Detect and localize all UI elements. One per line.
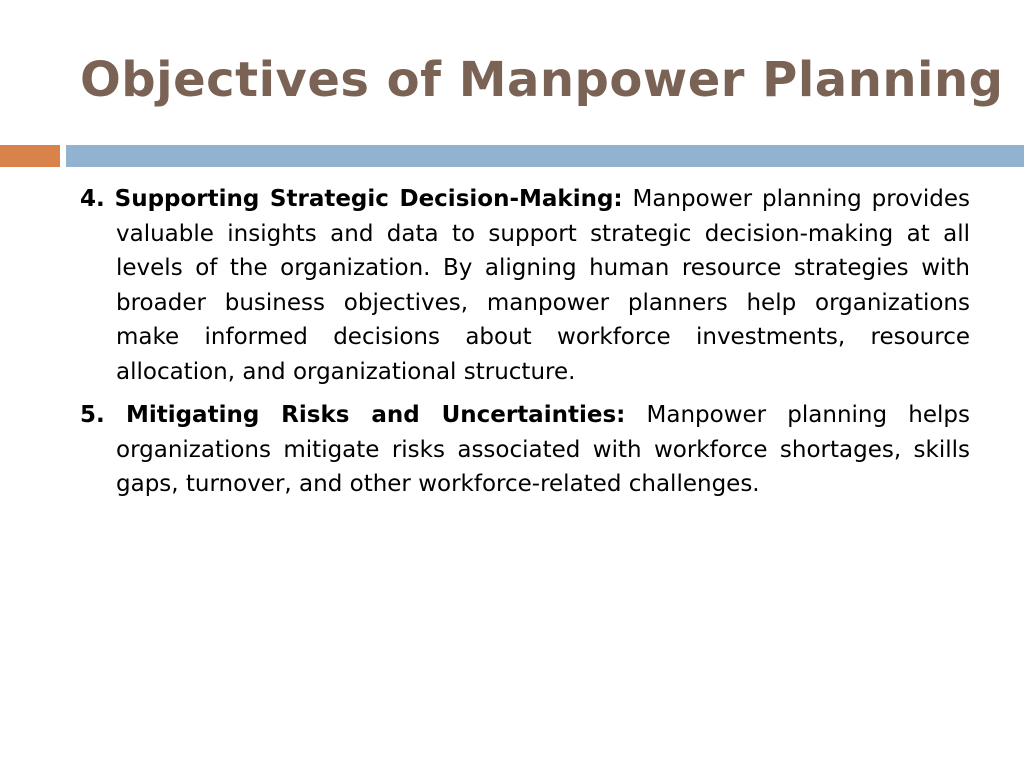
- accent-bar-orange: [0, 145, 60, 167]
- objective-point-5: [80, 398, 970, 502]
- slide-title: Objectives of Manpower Planning: [80, 52, 1004, 108]
- point-body: Manpower planning helps organizations mitigate risks associated with workforce shortages, skills gaps, turnover, and other workforce-related challenges.: [116, 402, 970, 497]
- objective-point-4: [80, 182, 970, 389]
- point-heading: Supporting Strategic Decision-Making:: [114, 186, 623, 212]
- point-number: 5.: [80, 402, 105, 428]
- slide-body: [80, 182, 970, 511]
- point-heading: Mitigating Risks and Uncertainties:: [125, 402, 626, 428]
- accent-bar-blue: [66, 145, 1024, 167]
- point-number: 4.: [80, 186, 105, 212]
- point-body: Manpower planning provides valuable insights and data to support strategic decision-making at all levels of the organization. By aligning human resource strategies with broader business objectives, manpower planners help organizations make informed decisions about workforce investments, resource allocation, and organizational structure.: [116, 186, 971, 385]
